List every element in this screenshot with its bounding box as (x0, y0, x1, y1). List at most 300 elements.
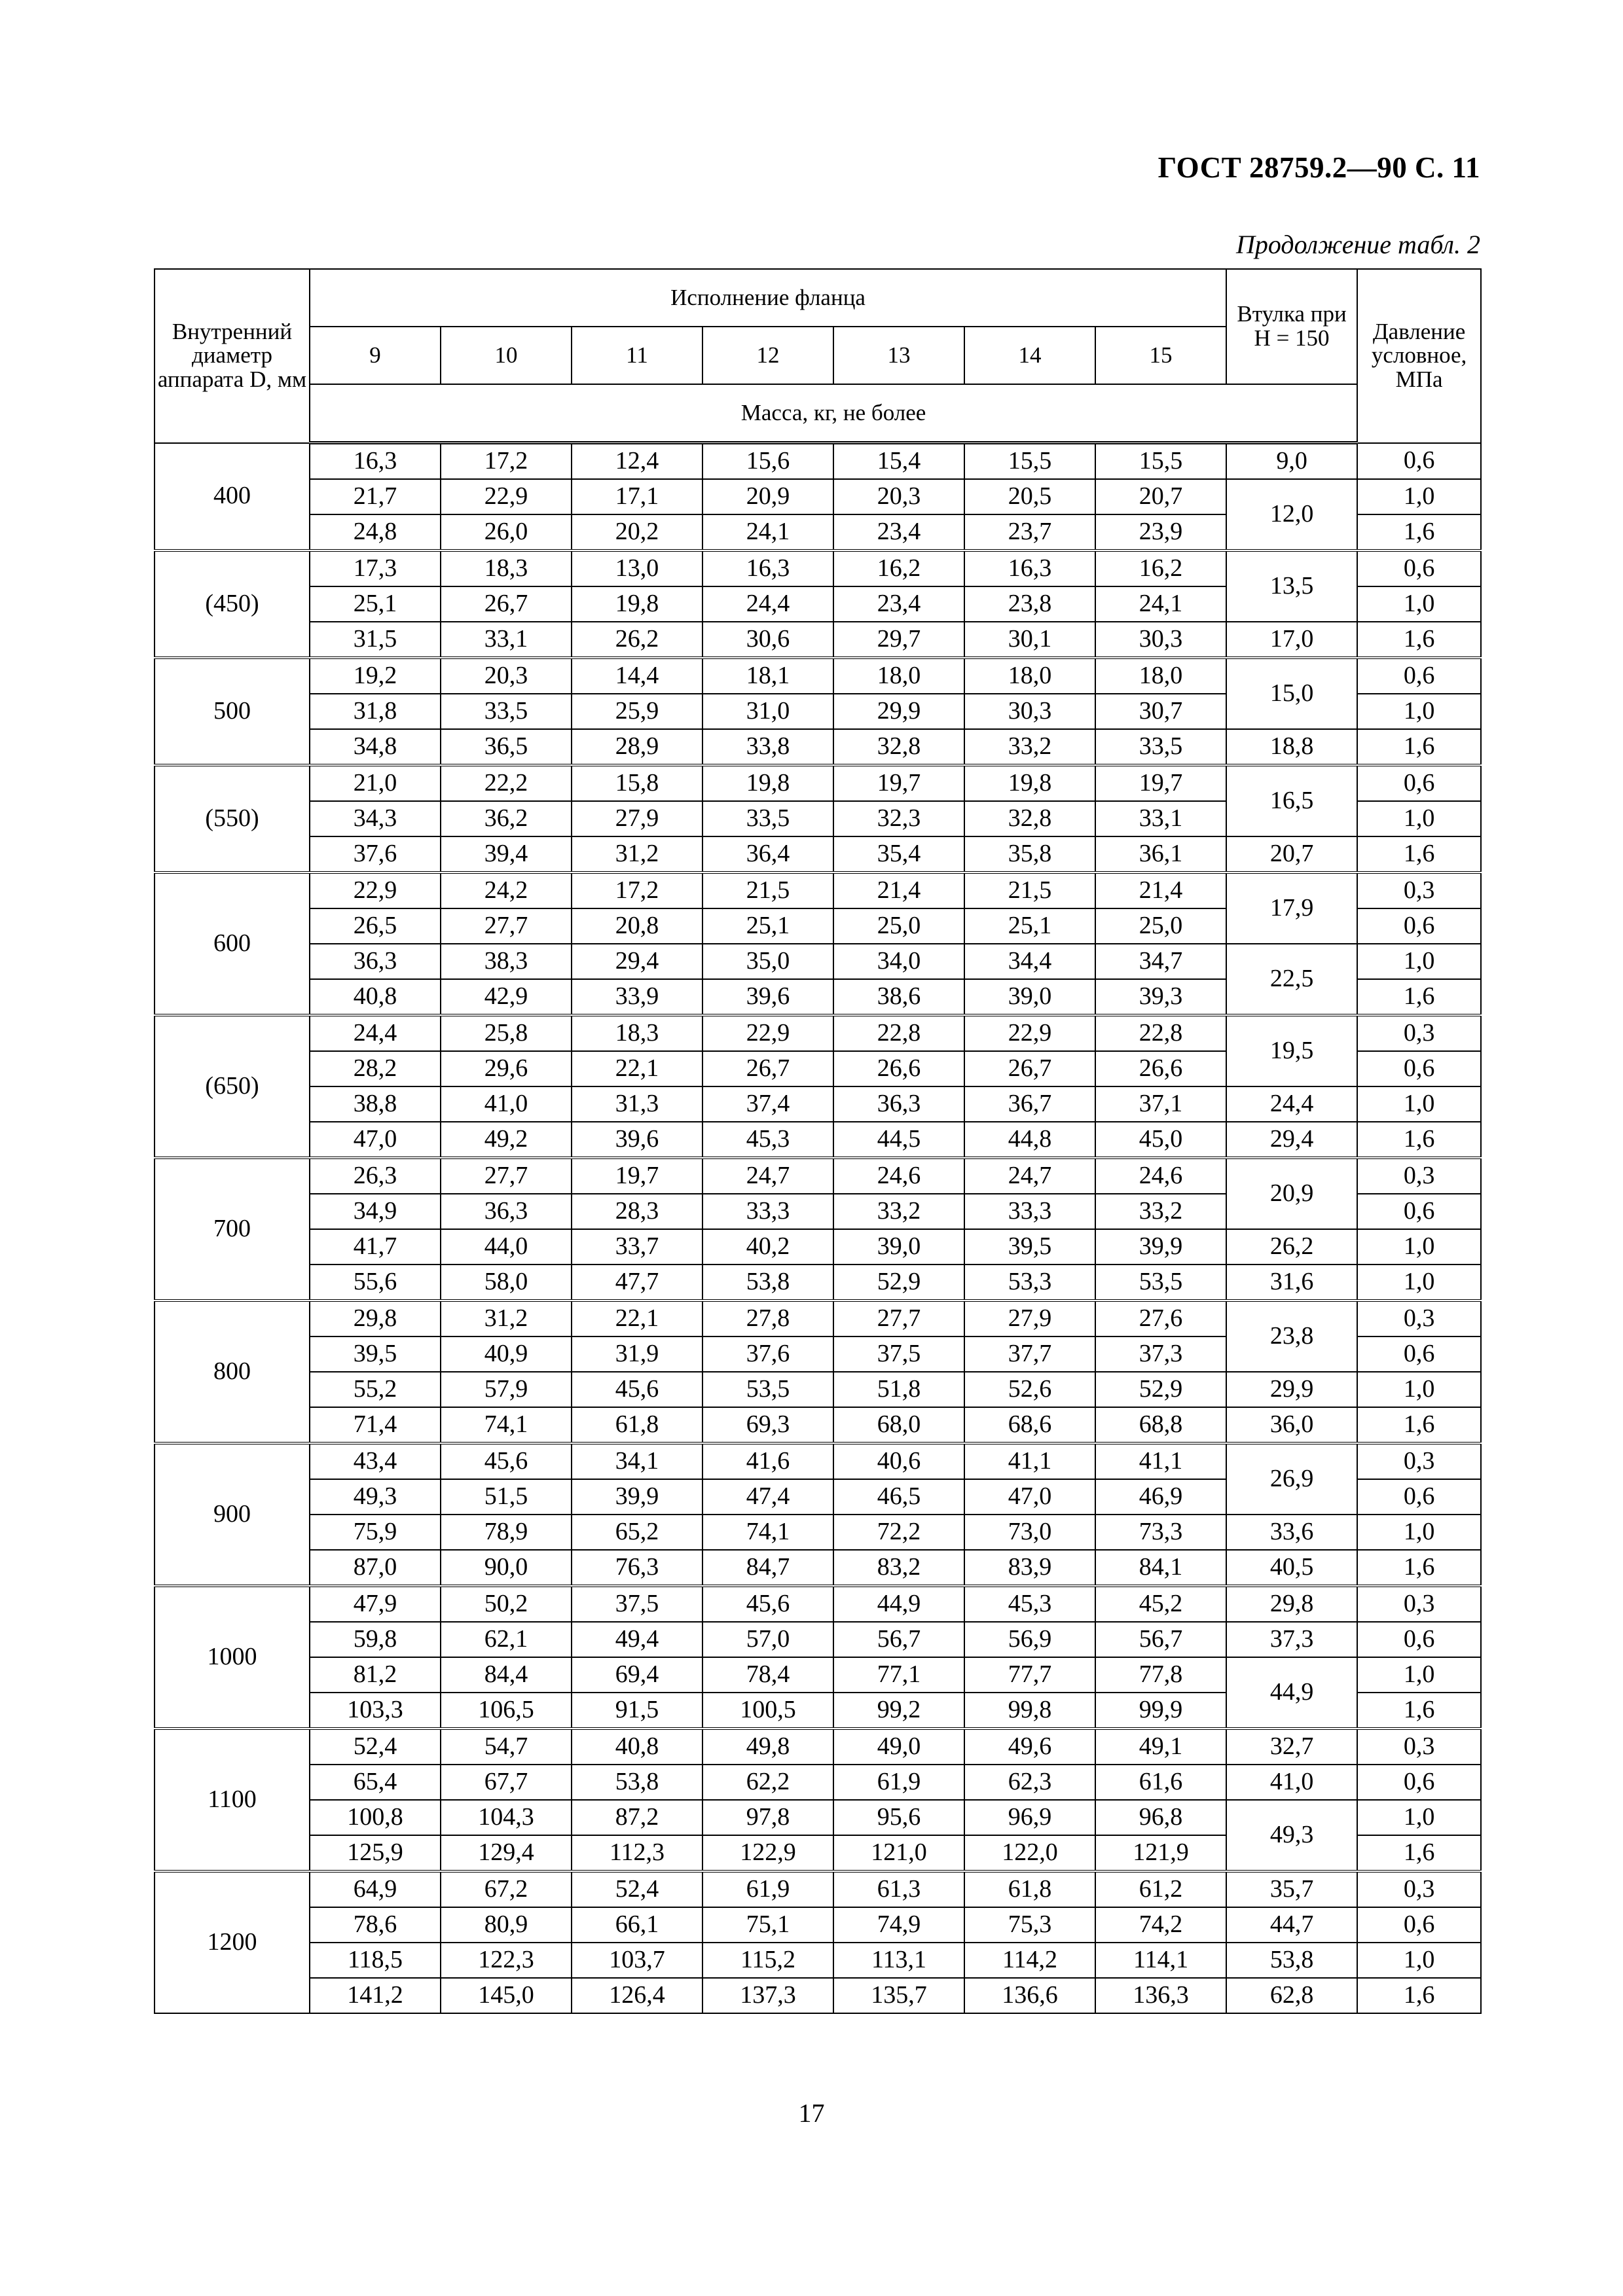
mass-cell: 62,3 (964, 1765, 1095, 1800)
table-row (155, 1158, 1481, 1194)
bushing-mass-cell: 32,7 (1226, 1729, 1357, 1765)
mass-cell: 20,7 (1095, 479, 1226, 514)
mass-cell: 36,4 (702, 836, 833, 872)
mass-cell: 37,3 (1095, 1336, 1226, 1372)
mass-cell: 52,9 (1095, 1372, 1226, 1407)
mass-cell: 53,5 (1095, 1265, 1226, 1300)
mass-cell: 49,8 (702, 1729, 833, 1765)
mass-cell: 31,2 (441, 1300, 572, 1336)
mass-cell: 33,1 (1095, 801, 1226, 836)
bushing-mass-cell: 44,9 (1226, 1657, 1357, 1729)
mass-cell: 33,5 (441, 694, 572, 729)
mass-cell: 49,4 (572, 1622, 702, 1657)
mass-cell: 34,1 (572, 1443, 702, 1479)
table-row (155, 836, 1481, 872)
mass-cell: 40,2 (702, 1229, 833, 1265)
header-inner-diameter-label: Внутренний диаметр аппарата D, мм (157, 318, 307, 393)
mass-cell: 39,9 (572, 1479, 702, 1515)
mass-cell: 49,6 (964, 1729, 1095, 1765)
bushing-mass-cell: 35,7 (1226, 1871, 1357, 1907)
bushing-mass-cell: 22,5 (1226, 944, 1357, 1015)
mass-cell: 57,9 (441, 1372, 572, 1407)
table-row (155, 1086, 1481, 1122)
mass-cell: 24,7 (964, 1158, 1095, 1194)
mass-cell: 61,6 (1095, 1765, 1226, 1800)
mass-cell: 78,9 (441, 1515, 572, 1550)
mass-cell: 27,6 (1095, 1300, 1226, 1336)
mass-cell: 19,7 (572, 1158, 702, 1194)
mass-cell: 34,9 (310, 1194, 441, 1229)
table-body (155, 443, 1481, 2014)
mass-cell: 16,2 (1095, 550, 1226, 586)
mass-cell: 33,2 (833, 1194, 964, 1229)
mass-cell: 30,3 (964, 694, 1095, 729)
pressure-cell: 1,0 (1357, 1800, 1481, 1835)
mass-cell: 24,4 (310, 1015, 441, 1051)
mass-cell: 16,2 (833, 550, 964, 586)
mass-cell: 39,0 (833, 1229, 964, 1265)
mass-cell: 20,5 (964, 479, 1095, 514)
mass-cell: 68,8 (1095, 1407, 1226, 1443)
mass-cell: 122,3 (441, 1943, 572, 1978)
mass-cell: 118,5 (310, 1943, 441, 1978)
diameter-cell: (450) (155, 550, 310, 658)
mass-cell: 23,9 (1095, 514, 1226, 550)
mass-cell: 74,2 (1095, 1907, 1226, 1943)
bushing-mass-cell: 13,5 (1226, 550, 1357, 622)
pressure-cell: 0,3 (1357, 1300, 1481, 1336)
mass-cell: 100,8 (310, 1800, 441, 1835)
pressure-cell: 0,6 (1357, 550, 1481, 586)
mass-cell: 137,3 (702, 1978, 833, 2013)
table-row (155, 622, 1481, 658)
mass-cell: 62,1 (441, 1622, 572, 1657)
bushing-mass-cell: 37,3 (1226, 1622, 1357, 1657)
mass-cell: 73,0 (964, 1515, 1095, 1550)
bushing-mass-cell: 23,8 (1226, 1300, 1357, 1372)
mass-cell: 18,3 (572, 1015, 702, 1051)
diameter-cell: 600 (155, 872, 310, 1015)
mass-cell: 53,3 (964, 1265, 1095, 1300)
mass-cell: 47,4 (702, 1479, 833, 1515)
mass-cell: 103,3 (310, 1693, 441, 1729)
pressure-cell: 1,6 (1357, 1835, 1481, 1871)
mass-cell: 19,8 (964, 765, 1095, 801)
mass-cell: 38,6 (833, 979, 964, 1015)
mass-cell: 54,7 (441, 1729, 572, 1765)
mass-cell: 21,0 (310, 765, 441, 801)
mass-cell: 29,4 (572, 944, 702, 979)
mass-cell: 27,7 (441, 908, 572, 944)
mass-cell: 19,8 (572, 586, 702, 622)
mass-cell: 24,4 (702, 586, 833, 622)
mass-cell: 39,5 (310, 1336, 441, 1372)
mass-cell: 52,4 (572, 1871, 702, 1907)
mass-cell: 22,8 (833, 1015, 964, 1051)
document-reference: ГОСТ 28759.2—90 С. 11 (1158, 151, 1480, 184)
bushing-mass-cell: 17,0 (1226, 622, 1357, 658)
bushing-mass-cell: 15,0 (1226, 658, 1357, 729)
mass-cell: 44,0 (441, 1229, 572, 1265)
pressure-cell: 1,0 (1357, 801, 1481, 836)
bushing-mass-cell: 29,4 (1226, 1122, 1357, 1158)
mass-cell: 53,8 (572, 1765, 702, 1800)
table-row (155, 550, 1481, 586)
mass-cell: 26,5 (310, 908, 441, 944)
mass-cell: 24,6 (833, 1158, 964, 1194)
mass-cell: 24,8 (310, 514, 441, 550)
mass-cell: 37,6 (702, 1336, 833, 1372)
mass-cell: 96,8 (1095, 1800, 1226, 1835)
mass-cell: 28,2 (310, 1051, 441, 1086)
mass-cell: 18,0 (833, 658, 964, 694)
mass-cell: 77,7 (964, 1657, 1095, 1693)
mass-cell: 19,8 (702, 765, 833, 801)
mass-cell: 30,6 (702, 622, 833, 658)
mass-cell: 68,0 (833, 1407, 964, 1443)
table-row (155, 1729, 1481, 1765)
flange-mass-table (154, 268, 1482, 2014)
pressure-cell: 0,6 (1357, 1907, 1481, 1943)
mass-cell: 18,0 (964, 658, 1095, 694)
mass-cell: 24,1 (1095, 586, 1226, 622)
mass-cell: 38,3 (441, 944, 572, 979)
mass-cell: 26,7 (964, 1051, 1095, 1086)
mass-cell: 121,0 (833, 1835, 964, 1871)
mass-cell: 75,9 (310, 1515, 441, 1550)
pressure-cell: 0,3 (1357, 1586, 1481, 1622)
header-flange-type: 15 (1095, 327, 1226, 384)
mass-cell: 45,6 (441, 1443, 572, 1479)
pressure-cell: 0,6 (1357, 443, 1481, 480)
mass-cell: 41,7 (310, 1229, 441, 1265)
mass-cell: 20,2 (572, 514, 702, 550)
mass-cell: 44,8 (964, 1122, 1095, 1158)
mass-cell: 33,2 (964, 729, 1095, 765)
bushing-mass-cell: 33,6 (1226, 1515, 1357, 1550)
mass-cell: 55,2 (310, 1372, 441, 1407)
mass-cell: 47,0 (310, 1122, 441, 1158)
mass-cell: 31,3 (572, 1086, 702, 1122)
mass-cell: 125,9 (310, 1835, 441, 1871)
mass-cell: 39,6 (572, 1122, 702, 1158)
mass-cell: 84,7 (702, 1550, 833, 1586)
mass-cell: 31,9 (572, 1336, 702, 1372)
mass-cell: 26,2 (572, 622, 702, 658)
mass-cell: 52,4 (310, 1729, 441, 1765)
table-row (155, 1407, 1481, 1443)
mass-cell: 61,3 (833, 1871, 964, 1907)
table-row (155, 1265, 1481, 1300)
mass-cell: 15,6 (702, 443, 833, 480)
table-row (155, 1372, 1481, 1407)
pressure-cell: 0,3 (1357, 872, 1481, 908)
mass-cell: 75,1 (702, 1907, 833, 1943)
table-row (155, 479, 1481, 514)
pressure-cell: 0,6 (1357, 1622, 1481, 1657)
mass-cell: 33,3 (702, 1194, 833, 1229)
bushing-mass-cell: 20,7 (1226, 836, 1357, 872)
mass-cell: 40,8 (572, 1729, 702, 1765)
mass-cell: 43,4 (310, 1443, 441, 1479)
pressure-cell: 0,6 (1357, 765, 1481, 801)
mass-cell: 33,1 (441, 622, 572, 658)
header-flange-type: 13 (833, 327, 964, 384)
mass-cell: 27,8 (702, 1300, 833, 1336)
mass-cell: 15,5 (1095, 443, 1226, 480)
bushing-mass-cell: 16,5 (1226, 765, 1357, 836)
mass-cell: 39,6 (702, 979, 833, 1015)
mass-cell: 51,5 (441, 1479, 572, 1515)
mass-cell: 45,0 (1095, 1122, 1226, 1158)
pressure-cell: 1,0 (1357, 1265, 1481, 1300)
bushing-mass-cell: 24,4 (1226, 1086, 1357, 1122)
mass-cell: 68,6 (964, 1407, 1095, 1443)
mass-cell: 21,7 (310, 479, 441, 514)
mass-cell: 26,7 (702, 1051, 833, 1086)
mass-cell: 27,9 (572, 801, 702, 836)
table-row (155, 944, 1481, 979)
mass-cell: 22,9 (310, 872, 441, 908)
mass-cell: 67,2 (441, 1871, 572, 1907)
pressure-cell: 0,3 (1357, 1015, 1481, 1051)
table-row (155, 1657, 1481, 1693)
mass-cell: 21,5 (702, 872, 833, 908)
mass-cell: 74,9 (833, 1907, 964, 1943)
pressure-cell: 0,3 (1357, 1158, 1481, 1194)
mass-cell: 49,1 (1095, 1729, 1226, 1765)
mass-cell: 57,0 (702, 1622, 833, 1657)
mass-cell: 52,6 (964, 1372, 1095, 1407)
mass-cell: 69,4 (572, 1657, 702, 1693)
table-row (155, 1443, 1481, 1479)
mass-cell: 113,1 (833, 1943, 964, 1978)
mass-cell: 62,2 (702, 1765, 833, 1800)
mass-cell: 84,4 (441, 1657, 572, 1693)
pressure-cell: 0,3 (1357, 1729, 1481, 1765)
header-bushing: Втулка при H = 150 (1226, 269, 1357, 384)
mass-cell: 112,3 (572, 1835, 702, 1871)
table-row (155, 1122, 1481, 1158)
mass-cell: 61,2 (1095, 1871, 1226, 1907)
table-row (155, 765, 1481, 801)
mass-cell: 96,9 (964, 1800, 1095, 1835)
table-row (155, 1907, 1481, 1943)
mass-cell: 35,0 (702, 944, 833, 979)
bushing-mass-cell: 31,6 (1226, 1265, 1357, 1300)
pressure-cell: 1,0 (1357, 944, 1481, 979)
mass-cell: 41,1 (964, 1443, 1095, 1479)
mass-cell: 23,4 (833, 514, 964, 550)
mass-cell: 44,5 (833, 1122, 964, 1158)
mass-cell: 26,0 (441, 514, 572, 550)
mass-cell: 35,8 (964, 836, 1095, 872)
table-row (155, 1978, 1481, 2013)
pressure-cell: 0,6 (1357, 1336, 1481, 1372)
mass-cell: 33,2 (1095, 1194, 1226, 1229)
bushing-mass-cell: 40,5 (1226, 1550, 1357, 1586)
bushing-mass-cell: 17,9 (1226, 872, 1357, 944)
diameter-cell: 1000 (155, 1586, 310, 1729)
bushing-mass-cell: 29,9 (1226, 1372, 1357, 1407)
mass-cell: 36,3 (833, 1086, 964, 1122)
mass-cell: 22,9 (441, 479, 572, 514)
mass-cell: 29,9 (833, 694, 964, 729)
mass-cell: 19,2 (310, 658, 441, 694)
mass-cell: 87,0 (310, 1550, 441, 1586)
mass-cell: 36,7 (964, 1086, 1095, 1122)
mass-cell: 42,9 (441, 979, 572, 1015)
mass-cell: 33,5 (702, 801, 833, 836)
table-row (155, 1586, 1481, 1622)
header-flange-type: 11 (572, 327, 702, 384)
mass-cell: 21,4 (1095, 872, 1226, 908)
mass-cell: 24,1 (702, 514, 833, 550)
mass-cell: 56,9 (964, 1622, 1095, 1657)
mass-cell: 73,3 (1095, 1515, 1226, 1550)
mass-cell: 87,2 (572, 1800, 702, 1835)
mass-cell: 97,8 (702, 1800, 833, 1835)
mass-cell: 103,7 (572, 1943, 702, 1978)
mass-cell: 16,3 (702, 550, 833, 586)
bushing-mass-cell: 20,9 (1226, 1158, 1357, 1229)
pressure-cell: 0,6 (1357, 908, 1481, 944)
mass-cell: 38,8 (310, 1086, 441, 1122)
mass-cell: 135,7 (833, 1978, 964, 2013)
pressure-cell: 1,6 (1357, 1407, 1481, 1443)
mass-cell: 91,5 (572, 1693, 702, 1729)
mass-cell: 80,9 (441, 1907, 572, 1943)
mass-cell: 21,5 (964, 872, 1095, 908)
mass-cell: 37,1 (1095, 1086, 1226, 1122)
mass-cell: 34,7 (1095, 944, 1226, 979)
mass-cell: 99,8 (964, 1693, 1095, 1729)
mass-cell: 15,8 (572, 765, 702, 801)
bushing-mass-cell: 29,8 (1226, 1586, 1357, 1622)
table-row (155, 1550, 1481, 1586)
page-number: 17 (798, 2098, 825, 2128)
mass-cell: 114,2 (964, 1943, 1095, 1978)
mass-cell: 39,0 (964, 979, 1095, 1015)
mass-cell: 64,9 (310, 1871, 441, 1907)
diameter-cell: (650) (155, 1015, 310, 1158)
bushing-mass-cell: 36,0 (1226, 1407, 1357, 1443)
table-row (155, 443, 1481, 480)
header-flange-type: 14 (964, 327, 1095, 384)
mass-cell: 26,6 (833, 1051, 964, 1086)
mass-cell: 58,0 (441, 1265, 572, 1300)
mass-cell: 32,8 (833, 729, 964, 765)
pressure-cell: 1,6 (1357, 514, 1481, 550)
mass-cell: 13,0 (572, 550, 702, 586)
mass-cell: 74,1 (702, 1515, 833, 1550)
mass-cell: 14,4 (572, 658, 702, 694)
mass-cell: 34,0 (833, 944, 964, 979)
mass-cell: 49,3 (310, 1479, 441, 1515)
diameter-cell: 800 (155, 1300, 310, 1443)
mass-cell: 36,2 (441, 801, 572, 836)
mass-cell: 41,0 (441, 1086, 572, 1122)
table-row (155, 1765, 1481, 1800)
pressure-cell: 1,6 (1357, 729, 1481, 765)
mass-cell: 29,7 (833, 622, 964, 658)
mass-cell: 23,7 (964, 514, 1095, 550)
mass-cell: 33,5 (1095, 729, 1226, 765)
pressure-cell: 1,6 (1357, 1978, 1481, 2013)
table-continuation-label: Продолжение табл. 2 (1235, 230, 1480, 259)
mass-cell: 33,7 (572, 1229, 702, 1265)
pressure-cell: 0,6 (1357, 1479, 1481, 1515)
mass-cell: 99,9 (1095, 1693, 1226, 1729)
mass-cell: 39,5 (964, 1229, 1095, 1265)
bushing-mass-cell: 26,2 (1226, 1229, 1357, 1265)
mass-cell: 19,7 (833, 765, 964, 801)
mass-cell: 24,6 (1095, 1158, 1226, 1194)
mass-cell: 61,9 (702, 1871, 833, 1907)
mass-cell: 20,9 (702, 479, 833, 514)
mass-cell: 15,5 (964, 443, 1095, 480)
mass-cell: 84,1 (1095, 1550, 1226, 1586)
mass-cell: 55,6 (310, 1265, 441, 1300)
diameter-cell: 500 (155, 658, 310, 765)
mass-cell: 65,4 (310, 1765, 441, 1800)
diameter-cell: (550) (155, 765, 310, 872)
header-mass: Масса, кг, не более (310, 384, 1357, 443)
mass-cell: 65,2 (572, 1515, 702, 1550)
table-row (155, 729, 1481, 765)
pressure-cell: 1,0 (1357, 1943, 1481, 1978)
table-row (155, 1622, 1481, 1657)
mass-cell: 45,6 (572, 1372, 702, 1407)
mass-cell: 47,9 (310, 1586, 441, 1622)
table-row (155, 1871, 1481, 1907)
pressure-cell: 1,6 (1357, 836, 1481, 872)
mass-cell: 49,2 (441, 1122, 572, 1158)
table-row (155, 658, 1481, 694)
header-flange-type: 10 (441, 327, 572, 384)
mass-cell: 56,7 (833, 1622, 964, 1657)
mass-cell: 45,3 (964, 1586, 1095, 1622)
pressure-cell: 1,6 (1357, 622, 1481, 658)
pressure-cell: 0,6 (1357, 1765, 1481, 1800)
mass-cell: 29,6 (441, 1051, 572, 1086)
mass-cell: 136,3 (1095, 1978, 1226, 2013)
mass-cell: 32,3 (833, 801, 964, 836)
mass-cell: 27,7 (441, 1158, 572, 1194)
mass-cell: 23,8 (964, 586, 1095, 622)
mass-cell: 30,3 (1095, 622, 1226, 658)
bushing-mass-cell: 19,5 (1226, 1015, 1357, 1086)
pressure-cell: 0,6 (1357, 1051, 1481, 1086)
mass-cell: 23,4 (833, 586, 964, 622)
mass-cell: 18,1 (702, 658, 833, 694)
mass-cell: 129,4 (441, 1835, 572, 1871)
mass-cell: 25,1 (964, 908, 1095, 944)
mass-cell: 90,0 (441, 1550, 572, 1586)
mass-cell: 39,4 (441, 836, 572, 872)
table-row (155, 1800, 1481, 1835)
table-row (155, 1300, 1481, 1336)
mass-cell: 72,2 (833, 1515, 964, 1550)
mass-cell: 95,6 (833, 1800, 964, 1835)
header-flange-type: 12 (702, 327, 833, 384)
mass-cell: 24,7 (702, 1158, 833, 1194)
diameter-cell: 1100 (155, 1729, 310, 1871)
mass-cell: 53,8 (702, 1265, 833, 1300)
mass-cell: 83,2 (833, 1550, 964, 1586)
mass-cell: 17,1 (572, 479, 702, 514)
pressure-cell: 1,0 (1357, 1372, 1481, 1407)
